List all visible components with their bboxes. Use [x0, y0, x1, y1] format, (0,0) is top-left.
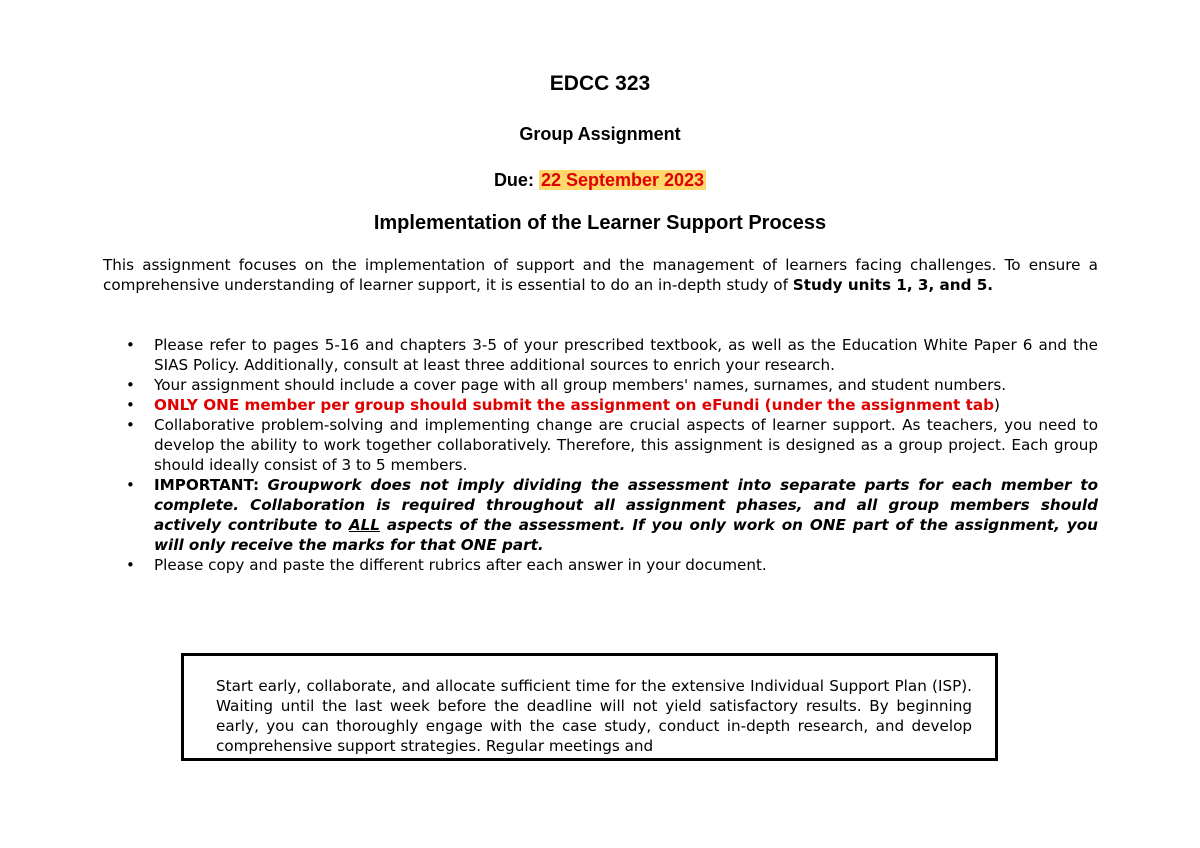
bullet-icon: •	[126, 336, 135, 354]
due-label: Due:	[493, 170, 534, 190]
assignment-subtitle: Group Assignment	[519, 124, 681, 144]
list-item	[103, 555, 1098, 575]
list-item	[103, 415, 1098, 475]
intro-study-units: Study units 1, 3, and 5.	[792, 276, 994, 294]
list-item-text: Please copy and paste the different rubrics after each answer in your document.	[154, 556, 767, 574]
list-item	[103, 335, 1098, 375]
list-item-text: Collaborative problem-solving and implementing change are crucial aspects of learner support. As teachers, you need to develop the ability to work together collaboratively. Therefore, this assignment is designed as a group project. Each group should ideally consist of 3 to 5 members.	[154, 416, 1098, 474]
important-text	[154, 476, 1098, 554]
important-label: IMPORTANT:	[154, 476, 260, 494]
page-title: Implementation of the Learner Support Process	[373, 212, 827, 234]
intro-text: This assignment focuses on the implementation of support and the management of learners facing challenges. To ensure a comprehensive understanding of learner support, it is essential to do an in-depth study of	[103, 256, 1098, 294]
bullet-icon: •	[126, 476, 135, 494]
intro-paragraph	[103, 255, 1098, 295]
list-item	[103, 375, 1098, 395]
bullet-icon: •	[126, 416, 135, 434]
bullet-icon: •	[126, 376, 135, 394]
important-all: ALL	[348, 516, 380, 534]
bullet-icon: •	[126, 396, 135, 414]
list-item-text-end: )	[993, 396, 1000, 414]
advice-text: Start early, collaborate, and allocate sufficient time for the extensive Individual Support Plan (ISP). Waiting until the last week before the deadline will not yield satisfactory results. By beginning early, you can thoroughly engage with the case study, conduct in-depth research, and develop comprehensive support strategies. Regular meetings and	[216, 677, 972, 755]
instruction-list	[103, 335, 1098, 575]
due-date-highlight: 22 September 2023	[540, 170, 705, 190]
important-text-part1: Groupwork does not imply dividing the assessment into separate parts for each member to complete. Collaboration is required throughout all assignment phases, and all group members should actively contribute to	[154, 476, 1099, 534]
important-text-part2: aspects of the assessment. If you only work on ONE part of the assignment, you will only receive the marks for that ONE part.	[154, 516, 1098, 554]
list-item	[103, 475, 1098, 555]
bullet-icon: •	[126, 556, 135, 574]
submission-warning: ONLY ONE member per group should submit the assignment on eFundi (under the assignment tab	[154, 396, 994, 414]
due-line	[0, 170, 1200, 191]
advice-box	[181, 653, 998, 761]
list-item-text: Please refer to pages 5-16 and chapters 3-5 of your prescribed textbook, as well as the Education White Paper 6 and the SIAS Policy. Additionally, consult at least three additional sources to enrich your research.	[154, 336, 1098, 374]
course-code: EDCC 323	[549, 72, 651, 95]
list-item-text: Your assignment should include a cover page with all group members' names, surnames, and student numbers.	[154, 376, 1007, 394]
list-item	[103, 395, 1098, 415]
